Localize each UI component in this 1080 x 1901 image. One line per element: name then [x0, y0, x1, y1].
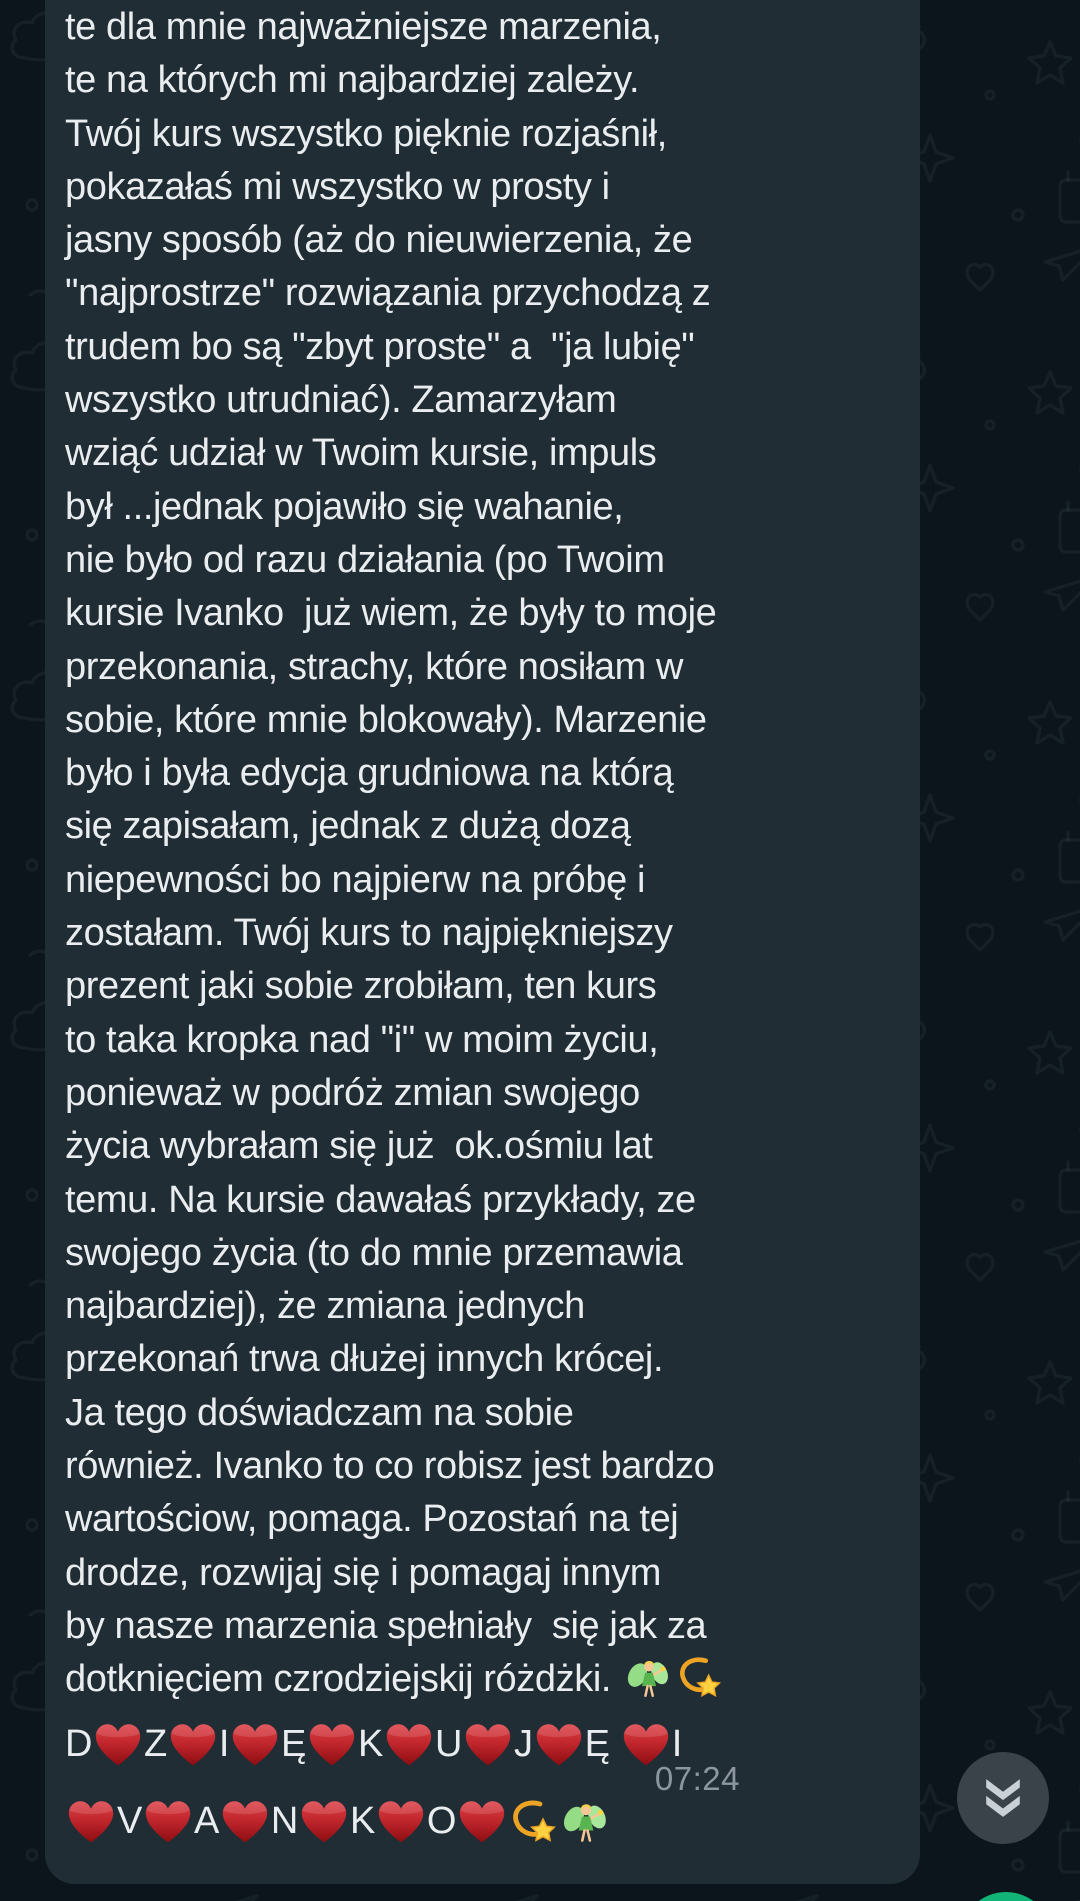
message-letter-run: sobie, które mnie blokowały). Marzenie	[65, 698, 707, 741]
message-letter-run: drodze, rozwijaj się i pomagaj innym	[65, 1551, 661, 1594]
message-line	[65, 267, 910, 320]
message-letter-run: prezent jaki sobie zrobiłam, ten kurs	[65, 965, 657, 1008]
red-heart-emoji	[385, 1721, 433, 1769]
message-line	[65, 1227, 910, 1280]
message-line	[65, 960, 910, 1013]
message-line	[65, 1547, 910, 1600]
message-line	[65, 1014, 910, 1067]
dizzy-star-emoji	[677, 1655, 723, 1701]
message-line	[65, 427, 910, 480]
message-line	[65, 587, 910, 640]
message-letter-run: jasny sposób (aż do nieuwierzenia, że	[65, 219, 693, 262]
message-line	[65, 534, 910, 587]
red-heart-emoji	[67, 1798, 115, 1846]
message-letter-run: "najprostrze" rozwiązania przychodzą z	[65, 272, 711, 315]
message-letter-run: przekonań trwa dłużej innych krócej.	[65, 1338, 664, 1381]
message-line	[65, 1493, 910, 1546]
message-line	[65, 1653, 910, 1706]
message-letter-run: Ę	[584, 1723, 620, 1766]
red-heart-emoji	[221, 1798, 269, 1846]
message-line	[65, 1067, 910, 1120]
message-letter-run: by nasze marzenia spełniały się jak za	[65, 1604, 707, 1647]
message-letter-run: K	[357, 1723, 383, 1766]
message-letter-run: Z	[144, 1723, 167, 1766]
message-letter-run: przekonania, strachy, które nosiłam w	[65, 645, 684, 688]
message-line	[65, 747, 910, 800]
red-heart-emoji	[169, 1721, 217, 1769]
message-line	[65, 1280, 910, 1333]
message-letter-run: K	[349, 1800, 375, 1843]
hearts-line	[65, 1707, 910, 1784]
message-letter-run: kursie Ivanko już wiem, że były to moje	[65, 592, 717, 635]
message-line	[65, 161, 910, 214]
message-letter-run: wszystko utrudniać). Zamarzyłam	[65, 379, 617, 422]
message-line	[65, 214, 910, 267]
message-letter-run: ponieważ w podróż zmian swojego	[65, 1071, 640, 1114]
message-letter-run: się zapisałam, jednak z dużą dozą	[65, 805, 631, 848]
message-letter-run: życia wybrałam się już ok.ośmiu lat	[65, 1125, 653, 1168]
message-line	[65, 1120, 910, 1173]
message-letter-run: najbardziej), że zmiana jednych	[65, 1285, 585, 1328]
message-bubble[interactable]	[45, 0, 920, 1884]
message-line	[65, 694, 910, 747]
message-letter-run: V	[117, 1800, 142, 1843]
message-line	[65, 108, 910, 161]
red-heart-emoji	[300, 1798, 348, 1846]
message-letter-run: O	[426, 1800, 457, 1843]
red-heart-emoji	[464, 1721, 512, 1769]
message-line	[65, 481, 910, 534]
red-heart-emoji	[144, 1798, 192, 1846]
message-letter-run: te dla mnie najważniejsze marzenia,	[65, 6, 662, 48]
message-letter-run: niepewności bo najpierw na próbę i	[65, 858, 646, 901]
message-letter-run: zostałam. Twój kurs to najpiękniejszy	[65, 912, 673, 955]
message-line	[65, 374, 910, 427]
message-letter-run: U	[434, 1723, 462, 1766]
message-line	[65, 641, 910, 694]
message-letter-run: również. Ivanko to co robisz jest bardzo	[65, 1445, 715, 1488]
message-line	[65, 1600, 910, 1653]
message-letter-run: był ...jednak pojawiło się wahanie,	[65, 485, 624, 528]
message-line	[65, 800, 910, 853]
message-line	[65, 1, 910, 54]
hearts-line	[65, 1784, 910, 1861]
message-line	[65, 1387, 910, 1440]
message-letter-run: I	[671, 1723, 682, 1766]
message-letter-run: I	[218, 1723, 230, 1766]
message-letter-run: Ja tego doświadczam na sobie	[65, 1391, 574, 1434]
message-letter-run: było i była edycja grudniowa na którą	[65, 752, 674, 795]
message-letter-run: dotknięciem czrodziejskij różdżki.	[65, 1658, 622, 1701]
message-line	[65, 1174, 910, 1227]
message-letter-run: pokazałaś mi wszystko w prosty i	[65, 165, 610, 208]
message-letter-run: wziąć udział w Twoim kursie, impuls	[65, 432, 657, 475]
dizzy-star-emoji	[510, 1798, 558, 1846]
message-text	[65, 1, 910, 1861]
message-line	[65, 907, 910, 960]
red-heart-emoji	[377, 1798, 425, 1846]
message-letter-run: D	[65, 1723, 93, 1766]
message-letter-run: Twój kurs wszystko pięknie rozjaśnił,	[65, 112, 667, 155]
message-letter-run: to taka kropka nad "i" w moim życiu,	[65, 1018, 659, 1061]
red-heart-emoji	[458, 1798, 506, 1846]
red-heart-emoji	[535, 1721, 583, 1769]
message-letter-run: wartościow, pomaga. Pozostań na tej	[65, 1498, 679, 1541]
message-letter-run: nie było od razu działania (po Twoim	[65, 538, 665, 581]
message-letter-run: N	[270, 1800, 298, 1843]
message-letter-run: Ę	[281, 1723, 306, 1766]
message-letter-run: temu. Na kursie dawałaś przykłady, ze	[65, 1178, 696, 1221]
message-letter-run: te na których mi najbardziej zależy.	[65, 59, 640, 102]
message-line	[65, 1333, 910, 1386]
message-letter-run: J	[513, 1723, 533, 1766]
message-timestamp: 07:24	[654, 1760, 740, 1797]
chevron-double-down-icon	[983, 1777, 1023, 1819]
red-heart-emoji	[308, 1721, 356, 1769]
scroll-to-bottom-button[interactable]	[957, 1752, 1049, 1844]
message-letter-run: A	[193, 1800, 219, 1843]
message-line	[65, 321, 910, 374]
message-letter-run: trudem bo są "zbyt proste" a "ja lubię"	[65, 325, 695, 368]
fairy-emoji	[562, 1798, 610, 1846]
message-line	[65, 54, 910, 107]
message-line	[65, 1440, 910, 1493]
message-letter-run: swojego życia (to do mnie przemawia	[65, 1231, 683, 1274]
red-heart-emoji	[231, 1721, 279, 1769]
fairy-emoji	[626, 1655, 672, 1701]
message-line	[65, 854, 910, 907]
red-heart-emoji	[94, 1721, 142, 1769]
